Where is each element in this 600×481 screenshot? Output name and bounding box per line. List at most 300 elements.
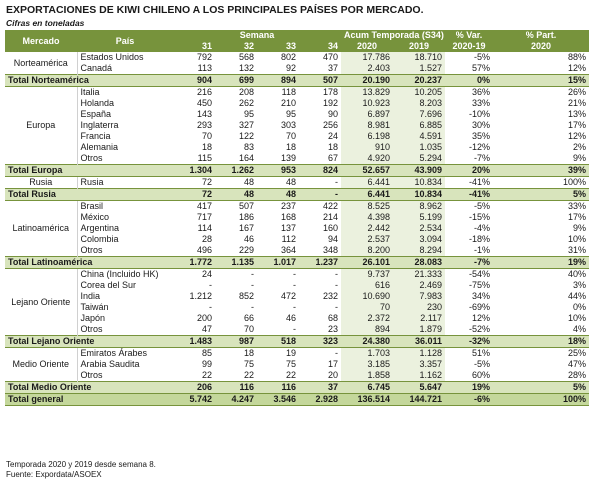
acum-2020-value: 6.745 bbox=[341, 382, 393, 394]
week-value: 137 bbox=[280, 223, 296, 233]
week-value: 214 bbox=[323, 212, 339, 222]
week-value: 94 bbox=[328, 234, 339, 244]
table-row bbox=[5, 359, 589, 370]
footnotes bbox=[6, 460, 156, 480]
week-value: 20 bbox=[328, 370, 339, 380]
country-label: Otros bbox=[80, 153, 103, 163]
acum-2020-value: 910 bbox=[341, 142, 393, 153]
week-value: 22 bbox=[201, 370, 212, 380]
footnote-season: Temporada 2020 y 2019 desde semana 8. bbox=[6, 460, 156, 469]
week-value: 178 bbox=[323, 87, 339, 97]
acum-2020-value: 10.690 bbox=[341, 291, 393, 302]
country-label: Otros bbox=[80, 324, 103, 334]
week-value: 160 bbox=[323, 223, 339, 233]
part-value: 12% bbox=[568, 131, 587, 141]
week-value: 167 bbox=[238, 223, 254, 233]
week-value: 83 bbox=[243, 142, 254, 152]
acum-2019-value: 6.885 bbox=[393, 120, 445, 131]
acum-2019-value: 8.294 bbox=[393, 245, 445, 257]
week-value: 18 bbox=[328, 142, 339, 152]
week-value: 229 bbox=[238, 245, 254, 255]
week-value: 792 bbox=[196, 52, 212, 62]
acum-2020-value: 10.923 bbox=[341, 98, 393, 109]
acum-2020-value: 9.737 bbox=[341, 269, 393, 281]
var-value: -54% bbox=[469, 269, 491, 279]
var-value: -32% bbox=[445, 336, 493, 348]
week-value: 303 bbox=[280, 120, 296, 130]
country-label: Otros bbox=[80, 370, 103, 380]
week-value: 22 bbox=[285, 370, 296, 380]
week-value: 112 bbox=[281, 234, 296, 244]
acum-2020-value: 52.657 bbox=[341, 165, 393, 177]
country-label: Argentina bbox=[80, 223, 120, 233]
acum-2020-value: 6.897 bbox=[341, 109, 393, 120]
table-row bbox=[5, 245, 589, 257]
week-value: 67 bbox=[328, 153, 339, 163]
week-value: 237 bbox=[280, 201, 296, 211]
week-value: 1.483 bbox=[173, 336, 215, 348]
var-value: -41% bbox=[445, 189, 493, 201]
part-value: 100% bbox=[493, 394, 589, 406]
acum-2019-value: 5.199 bbox=[393, 212, 445, 223]
header-pais: País bbox=[77, 30, 173, 53]
var-value: 19% bbox=[445, 382, 493, 394]
part-value: 17% bbox=[568, 212, 587, 222]
acum-2019-value: 36.011 bbox=[393, 336, 445, 348]
var-value: -4% bbox=[474, 223, 491, 233]
week-value: - bbox=[293, 280, 296, 290]
market-label: Latinoamérica bbox=[5, 201, 77, 257]
total-label: Total Medio Oriente bbox=[5, 382, 173, 394]
part-value: 39% bbox=[493, 165, 589, 177]
var-value: 33% bbox=[472, 98, 491, 108]
grand-total-label: Total general bbox=[5, 394, 173, 406]
week-value: 22 bbox=[243, 370, 254, 380]
week-value: 48 bbox=[257, 189, 299, 201]
week-value: 699 bbox=[215, 75, 257, 87]
week-value: 4.247 bbox=[215, 394, 257, 406]
week-value: 450 bbox=[196, 98, 212, 108]
week-value: 5.742 bbox=[173, 394, 215, 406]
acum-2019-value: 1.128 bbox=[393, 348, 445, 360]
acum-2019-value: 5.294 bbox=[393, 153, 445, 165]
total-label: Total Norteamérica bbox=[5, 75, 173, 87]
week-value: 46 bbox=[285, 313, 296, 323]
acum-2020-value: 20.190 bbox=[341, 75, 393, 87]
week-value: 48 bbox=[285, 177, 296, 187]
var-value: 20% bbox=[445, 165, 493, 177]
part-value: 88% bbox=[568, 52, 587, 62]
var-value: -15% bbox=[469, 212, 491, 222]
country-label: Inglaterra bbox=[80, 120, 119, 130]
table-row bbox=[5, 153, 589, 165]
week-value: 114 bbox=[197, 223, 212, 233]
var-value: -10% bbox=[469, 109, 491, 119]
acum-2020-value: 894 bbox=[341, 324, 393, 336]
week-value: 24 bbox=[201, 269, 212, 279]
acum-2019-value: 144.721 bbox=[393, 394, 445, 406]
week-value: 186 bbox=[238, 212, 254, 222]
week-value: - bbox=[335, 348, 339, 358]
part-value: 26% bbox=[568, 87, 587, 97]
acum-2019-value: 3.094 bbox=[393, 234, 445, 245]
country-label: Canadá bbox=[80, 63, 113, 73]
acum-2020-value: 6.198 bbox=[341, 131, 393, 142]
total-row bbox=[5, 75, 589, 87]
country-label: Alemania bbox=[80, 142, 119, 152]
var-value: -1% bbox=[474, 245, 491, 255]
week-value: 470 bbox=[323, 52, 339, 62]
var-value: -5% bbox=[474, 52, 491, 62]
week-value: 1.237 bbox=[299, 257, 341, 269]
table-header bbox=[5, 30, 589, 53]
week-value: 496 bbox=[196, 245, 212, 255]
acum-2020-value: 70 bbox=[341, 302, 393, 313]
total-row bbox=[5, 382, 589, 394]
week-value: 323 bbox=[299, 336, 341, 348]
week-value: - bbox=[251, 269, 254, 279]
var-value: 57% bbox=[472, 63, 491, 73]
var-value: 30% bbox=[472, 120, 491, 130]
page-title: EXPORTACIONES DE KIWI CHILENO A LOS PRINCIPALES PAÍSES POR MERCADO. bbox=[6, 4, 424, 16]
week-value: 1.262 bbox=[215, 165, 257, 177]
week-value: 200 bbox=[196, 313, 212, 323]
table-row bbox=[5, 370, 589, 382]
table-row bbox=[5, 234, 589, 245]
table-row bbox=[5, 63, 589, 75]
week-value: 115 bbox=[197, 153, 212, 163]
part-value: 18% bbox=[493, 336, 589, 348]
total-row bbox=[5, 165, 589, 177]
week-value: 717 bbox=[196, 212, 212, 222]
week-value: 113 bbox=[197, 63, 212, 73]
week-value: 28 bbox=[201, 234, 212, 244]
country-label: Emiratos Árabes bbox=[80, 348, 148, 358]
week-value: 85 bbox=[201, 348, 212, 358]
week-value: 256 bbox=[323, 120, 339, 130]
week-value: 122 bbox=[238, 131, 254, 141]
country-label: Italia bbox=[80, 87, 100, 97]
var-value: 34% bbox=[472, 291, 491, 301]
part-value: 21% bbox=[568, 98, 587, 108]
country-label: Brasil bbox=[80, 201, 104, 211]
acum-2020-value: 8.981 bbox=[341, 120, 393, 131]
week-value: 348 bbox=[323, 245, 339, 255]
week-value: - bbox=[251, 302, 254, 312]
header-mercado: Mercado bbox=[5, 30, 77, 53]
week-value: 422 bbox=[323, 201, 339, 211]
var-value: -69% bbox=[469, 302, 491, 312]
acum-2020-value: 2.372 bbox=[341, 313, 393, 324]
total-label: Total Latinoamérica bbox=[5, 257, 173, 269]
week-value: 24 bbox=[328, 131, 339, 141]
var-value: -5% bbox=[474, 359, 491, 369]
part-value: 47% bbox=[568, 359, 587, 369]
acum-2019-value: 4.591 bbox=[393, 131, 445, 142]
week-value: 17 bbox=[328, 359, 339, 369]
country-label: India bbox=[80, 291, 101, 301]
acum-2019-value: 10.205 bbox=[393, 87, 445, 99]
acum-2020-value: 26.101 bbox=[341, 257, 393, 269]
acum-2020-value: 8.200 bbox=[341, 245, 393, 257]
var-value: -5% bbox=[474, 201, 491, 211]
exports-table bbox=[5, 29, 589, 406]
week-value: 92 bbox=[285, 63, 296, 73]
var-value: -75% bbox=[469, 280, 491, 290]
acum-2019-value: 18.710 bbox=[393, 52, 445, 63]
market-label: Rusia bbox=[5, 177, 77, 189]
week-value: 116 bbox=[215, 382, 257, 394]
week-value: - bbox=[335, 280, 339, 290]
week-value: 72 bbox=[173, 189, 215, 201]
part-value: 10% bbox=[568, 234, 587, 244]
week-value: 18 bbox=[243, 348, 254, 358]
week-value: 192 bbox=[323, 98, 339, 108]
week-value: 18 bbox=[201, 142, 212, 152]
acum-2020-value: 8.525 bbox=[341, 201, 393, 213]
country-label: España bbox=[80, 109, 112, 119]
var-value: 35% bbox=[472, 131, 491, 141]
var-value: 0% bbox=[445, 75, 493, 87]
week-value: - bbox=[293, 324, 296, 334]
week-value: 75 bbox=[243, 359, 254, 369]
header-year-2020: 2020 bbox=[341, 41, 393, 52]
week-value: 208 bbox=[238, 87, 254, 97]
country-label: Holanda bbox=[80, 98, 115, 108]
acum-2019-value: 43.909 bbox=[393, 165, 445, 177]
acum-2020-value: 3.185 bbox=[341, 359, 393, 370]
header-acum: Acum Temporada (S34) bbox=[341, 30, 445, 42]
acum-2020-value: 1.703 bbox=[341, 348, 393, 360]
market-label: Medio Oriente bbox=[5, 348, 77, 382]
country-label: Otros bbox=[80, 245, 103, 255]
var-value: -41% bbox=[469, 177, 491, 187]
part-value: 5% bbox=[493, 382, 589, 394]
acum-2020-value: 4.398 bbox=[341, 212, 393, 223]
acum-2020-value: 2.403 bbox=[341, 63, 393, 75]
header-week-33: 33 bbox=[257, 41, 299, 52]
table-row bbox=[5, 223, 589, 234]
country-label: Arabia Saudita bbox=[80, 359, 140, 369]
week-value: - bbox=[293, 302, 296, 312]
acum-2020-value: 136.514 bbox=[341, 394, 393, 406]
acum-2020-value: 17.786 bbox=[341, 52, 393, 63]
week-value: 507 bbox=[299, 75, 341, 87]
part-value: 25% bbox=[568, 348, 587, 358]
acum-2019-value: 1.162 bbox=[393, 370, 445, 382]
week-value: 262 bbox=[238, 98, 254, 108]
acum-2019-value: 8.203 bbox=[393, 98, 445, 109]
week-value: 210 bbox=[280, 98, 296, 108]
week-value: 72 bbox=[201, 177, 212, 187]
week-value: 168 bbox=[280, 212, 296, 222]
total-row bbox=[5, 189, 589, 201]
table-row bbox=[5, 302, 589, 313]
week-value: 47 bbox=[201, 324, 212, 334]
week-value: 143 bbox=[196, 109, 212, 119]
country-label: China (Incluido HK) bbox=[80, 269, 159, 279]
table-row bbox=[5, 120, 589, 131]
part-value: 17% bbox=[568, 120, 587, 130]
table-row bbox=[5, 269, 589, 281]
week-value: - bbox=[335, 269, 339, 279]
week-value: 417 bbox=[196, 201, 212, 211]
header-week-31: 31 bbox=[173, 41, 215, 52]
table-row bbox=[5, 280, 589, 291]
country-label: Taiwán bbox=[80, 302, 109, 312]
week-value: - bbox=[293, 269, 296, 279]
acum-2019-value: 7.983 bbox=[393, 291, 445, 302]
table-row bbox=[5, 109, 589, 120]
week-value: 18 bbox=[285, 142, 296, 152]
acum-2019-value: 1.879 bbox=[393, 324, 445, 336]
part-value: 15% bbox=[493, 75, 589, 87]
table-row bbox=[5, 291, 589, 302]
week-value: 802 bbox=[280, 52, 296, 62]
week-value: 46 bbox=[243, 234, 254, 244]
week-value: 293 bbox=[196, 120, 212, 130]
part-value: 9% bbox=[573, 223, 587, 233]
table-row bbox=[5, 142, 589, 153]
week-value: 68 bbox=[328, 313, 339, 323]
page-subtitle: Cifras en toneladas bbox=[6, 18, 85, 28]
var-value: 60% bbox=[472, 370, 491, 380]
market-label: Lejano Oriente bbox=[5, 269, 77, 336]
week-value: 37 bbox=[299, 382, 341, 394]
acum-2019-value: 7.696 bbox=[393, 109, 445, 120]
week-value: 95 bbox=[243, 109, 254, 119]
header-var: % Var. bbox=[445, 30, 493, 42]
table-row bbox=[5, 348, 589, 360]
week-value: 232 bbox=[323, 291, 339, 301]
week-value: 132 bbox=[238, 63, 254, 73]
table-row bbox=[5, 131, 589, 142]
week-value: 48 bbox=[215, 189, 257, 201]
acum-2019-value: 10.834 bbox=[393, 177, 445, 189]
part-value: 12% bbox=[568, 63, 587, 73]
header-year-2019: 2019 bbox=[393, 41, 445, 52]
week-value: 1.017 bbox=[257, 257, 299, 269]
table-row bbox=[5, 52, 589, 63]
acum-2019-value: 2.469 bbox=[393, 280, 445, 291]
week-value: 1.304 bbox=[173, 165, 215, 177]
table-body bbox=[5, 52, 589, 406]
week-value: 70 bbox=[243, 324, 254, 334]
acum-2020-value: 13.829 bbox=[341, 87, 393, 99]
var-value: -7% bbox=[474, 153, 491, 163]
part-value: 28% bbox=[568, 370, 587, 380]
week-value: 37 bbox=[328, 63, 339, 73]
week-value: - bbox=[251, 280, 254, 290]
acum-2020-value: 1.858 bbox=[341, 370, 393, 382]
table-row bbox=[5, 324, 589, 336]
acum-2019-value: 1.527 bbox=[393, 63, 445, 75]
part-value: 4% bbox=[573, 324, 587, 334]
total-row bbox=[5, 336, 589, 348]
week-value: - bbox=[299, 189, 341, 201]
country-label: Francia bbox=[80, 131, 111, 141]
acum-2019-value: 2.117 bbox=[393, 313, 445, 324]
header-week-34: 34 bbox=[299, 41, 341, 52]
acum-2019-value: 1.035 bbox=[393, 142, 445, 153]
acum-2019-value: 21.333 bbox=[393, 269, 445, 281]
week-value: - bbox=[335, 177, 339, 187]
part-value: 2% bbox=[573, 142, 587, 152]
total-label: Total Lejano Oriente bbox=[5, 336, 173, 348]
week-value: 216 bbox=[196, 87, 212, 97]
week-value: 1.772 bbox=[173, 257, 215, 269]
acum-2020-value: 2.537 bbox=[341, 234, 393, 245]
week-value: 23 bbox=[328, 324, 339, 334]
acum-2019-value: 3.357 bbox=[393, 359, 445, 370]
week-value: 70 bbox=[201, 131, 212, 141]
acum-2020-value: 6.441 bbox=[341, 189, 393, 201]
var-value: -7% bbox=[445, 257, 493, 269]
week-value: 987 bbox=[215, 336, 257, 348]
table-row bbox=[5, 212, 589, 223]
part-value: 100% bbox=[563, 177, 587, 187]
header-week-32: 32 bbox=[215, 41, 257, 52]
header-semana: Semana bbox=[173, 30, 341, 42]
acum-2019-value: 8.962 bbox=[393, 201, 445, 213]
part-value: 40% bbox=[568, 269, 587, 279]
acum-2019-value: 5.647 bbox=[393, 382, 445, 394]
part-value: 33% bbox=[568, 201, 587, 211]
part-value: 31% bbox=[568, 245, 587, 255]
market-label: Norteamérica bbox=[5, 52, 77, 75]
acum-2019-value: 20.237 bbox=[393, 75, 445, 87]
part-value: 9% bbox=[573, 153, 587, 163]
week-value: 518 bbox=[257, 336, 299, 348]
week-value: 1.212 bbox=[189, 291, 212, 301]
week-value: - bbox=[209, 302, 212, 312]
week-value: 2.928 bbox=[299, 394, 341, 406]
country-label: Japón bbox=[80, 313, 106, 323]
country-label: Colombia bbox=[80, 234, 119, 244]
week-value: 66 bbox=[243, 313, 254, 323]
part-value: 3% bbox=[573, 280, 587, 290]
week-value: 904 bbox=[173, 75, 215, 87]
total-label: Total Rusia bbox=[5, 189, 173, 201]
var-value: 12% bbox=[472, 313, 491, 323]
var-value: 51% bbox=[472, 348, 491, 358]
header-var-period: 2020-19 bbox=[445, 41, 493, 52]
week-value: 206 bbox=[173, 382, 215, 394]
week-value: 99 bbox=[201, 359, 212, 369]
week-value: 894 bbox=[257, 75, 299, 87]
week-value: 364 bbox=[280, 245, 296, 255]
week-value: - bbox=[335, 302, 339, 312]
week-value: 507 bbox=[238, 201, 254, 211]
week-value: 472 bbox=[280, 291, 296, 301]
table-row bbox=[5, 98, 589, 109]
week-value: 824 bbox=[299, 165, 341, 177]
part-value: 10% bbox=[568, 313, 587, 323]
part-value: 13% bbox=[568, 109, 587, 119]
acum-2020-value: 6.441 bbox=[341, 177, 393, 189]
table-row bbox=[5, 201, 589, 213]
table-row bbox=[5, 313, 589, 324]
week-value: 568 bbox=[238, 52, 254, 62]
country-label: Rusia bbox=[80, 177, 104, 187]
week-value: 1.135 bbox=[215, 257, 257, 269]
acum-2019-value: 2.534 bbox=[393, 223, 445, 234]
country-label: Estados Unidos bbox=[80, 52, 144, 62]
week-value: 3.546 bbox=[257, 394, 299, 406]
acum-2020-value: 24.380 bbox=[341, 336, 393, 348]
country-label: México bbox=[80, 212, 110, 222]
week-value: 70 bbox=[285, 131, 296, 141]
